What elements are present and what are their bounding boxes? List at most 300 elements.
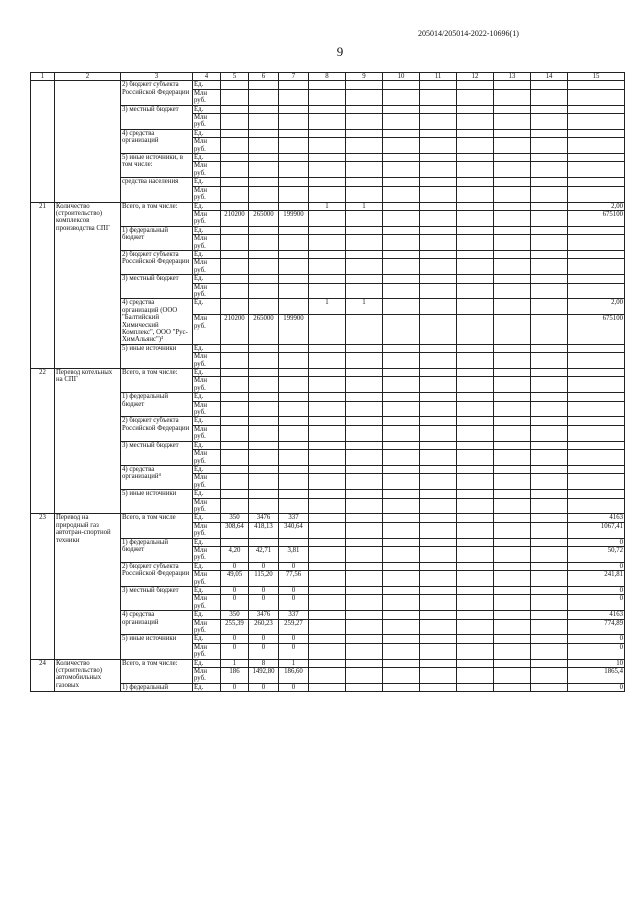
funding-source: 1) федеральный бюджет xyxy=(121,226,193,250)
value-cell xyxy=(346,683,383,691)
table-row xyxy=(31,299,625,315)
value-cell xyxy=(383,250,420,258)
table-row xyxy=(31,178,625,186)
unit-cell: Ед. xyxy=(193,178,221,186)
value-cell xyxy=(309,611,346,619)
table-row xyxy=(31,275,625,283)
value-cell xyxy=(346,344,383,352)
value-cell xyxy=(457,138,494,154)
table-row xyxy=(31,562,625,570)
value-cell xyxy=(568,138,625,154)
column-header: 10 xyxy=(383,73,420,81)
value-cell xyxy=(309,498,346,514)
indicator-name: Перевод на природный газ автотран-спортной техники xyxy=(55,514,121,659)
value-cell xyxy=(494,450,531,466)
header-row xyxy=(31,73,625,81)
value-cell: 0 xyxy=(249,587,279,595)
unit-cell: Ед. xyxy=(193,250,221,258)
value-cell xyxy=(309,129,346,137)
value-cell xyxy=(309,393,346,401)
value-cell xyxy=(309,595,346,611)
value-cell xyxy=(221,81,249,89)
value-cell xyxy=(309,275,346,283)
value-cell xyxy=(457,450,494,466)
value-cell xyxy=(457,611,494,619)
value-cell: 0 xyxy=(221,683,249,691)
value-cell xyxy=(420,465,457,473)
value-cell xyxy=(309,659,346,667)
column-header: 5 xyxy=(221,73,249,81)
value-cell xyxy=(457,81,494,89)
value-cell xyxy=(420,186,457,202)
value-cell xyxy=(309,259,346,275)
value-cell xyxy=(494,344,531,352)
value-cell: 210200 xyxy=(221,315,249,345)
value-cell xyxy=(221,154,249,162)
value-cell xyxy=(420,154,457,162)
value-cell xyxy=(420,283,457,299)
value-cell xyxy=(279,114,309,130)
value-cell xyxy=(420,514,457,522)
value-cell xyxy=(420,393,457,401)
value-cell xyxy=(531,138,568,154)
column-header: 14 xyxy=(531,73,568,81)
value-cell xyxy=(309,235,346,251)
value-cell: 1865,4 xyxy=(568,668,625,684)
value-cell xyxy=(221,538,249,546)
value-cell xyxy=(531,283,568,299)
value-cell xyxy=(494,81,531,89)
value-cell xyxy=(531,643,568,659)
value-cell xyxy=(494,587,531,595)
value-cell xyxy=(249,235,279,251)
value-cell xyxy=(221,474,249,490)
value-cell xyxy=(346,129,383,137)
funding-source: 2) бюджет субъекта Российской Федерации xyxy=(121,417,193,441)
value-cell xyxy=(494,235,531,251)
value-cell xyxy=(383,393,420,401)
unit-cell: Млн руб. xyxy=(193,259,221,275)
value-cell xyxy=(383,643,420,659)
value-cell xyxy=(420,659,457,667)
indicator-name: Количество (строительство) комплексов производства СПГ xyxy=(55,202,121,369)
value-cell xyxy=(249,490,279,498)
value-cell xyxy=(383,490,420,498)
value-cell xyxy=(420,178,457,186)
table-row xyxy=(31,250,625,258)
value-cell xyxy=(249,498,279,514)
value-cell xyxy=(531,299,568,315)
value-cell: 1 xyxy=(221,659,249,667)
value-cell: 1 xyxy=(309,299,346,315)
value-cell xyxy=(531,401,568,417)
value-cell xyxy=(457,643,494,659)
value-cell xyxy=(346,226,383,234)
value-cell xyxy=(531,154,568,162)
value-cell xyxy=(346,490,383,498)
value-cell: 210200 xyxy=(221,210,249,226)
unit-cell: Млн руб. xyxy=(193,474,221,490)
unit-cell: Ед. xyxy=(193,490,221,498)
value-cell xyxy=(420,369,457,377)
value-cell xyxy=(279,474,309,490)
value-cell xyxy=(383,514,420,522)
value-cell xyxy=(309,162,346,178)
column-header: 12 xyxy=(457,73,494,81)
unit-cell: Млн руб. xyxy=(193,162,221,178)
value-cell xyxy=(309,562,346,570)
value-cell xyxy=(309,522,346,538)
value-cell: 774,89 xyxy=(568,619,625,635)
value-cell xyxy=(531,202,568,210)
value-cell xyxy=(249,417,279,425)
value-cell xyxy=(420,417,457,425)
value-cell xyxy=(420,683,457,691)
value-cell xyxy=(279,178,309,186)
value-cell xyxy=(249,344,279,352)
unit-cell: Ед. xyxy=(193,369,221,377)
value-cell xyxy=(568,81,625,89)
unit-cell: Млн руб. xyxy=(193,522,221,538)
unit-cell: Ед. xyxy=(193,275,221,283)
value-cell xyxy=(279,353,309,369)
value-cell: 0 xyxy=(221,587,249,595)
value-cell xyxy=(279,89,309,105)
value-cell xyxy=(457,490,494,498)
value-cell xyxy=(279,226,309,234)
value-cell xyxy=(420,89,457,105)
value-cell xyxy=(309,186,346,202)
value-cell xyxy=(494,611,531,619)
value-cell: 0 xyxy=(279,683,309,691)
unit-cell: Ед. xyxy=(193,611,221,619)
value-cell xyxy=(531,105,568,113)
value-cell xyxy=(221,105,249,113)
value-cell xyxy=(279,441,309,449)
value-cell xyxy=(420,275,457,283)
value-cell xyxy=(221,186,249,202)
value-cell xyxy=(249,250,279,258)
value-cell xyxy=(309,450,346,466)
value-cell xyxy=(346,162,383,178)
value-cell xyxy=(568,89,625,105)
value-cell xyxy=(249,353,279,369)
value-cell xyxy=(420,138,457,154)
value-cell xyxy=(249,450,279,466)
table-row xyxy=(31,417,625,425)
value-cell xyxy=(309,114,346,130)
value-cell: 4163 xyxy=(568,611,625,619)
value-cell xyxy=(531,275,568,283)
value-cell xyxy=(568,114,625,130)
program-table xyxy=(30,72,625,692)
value-cell: 0 xyxy=(279,595,309,611)
value-cell xyxy=(383,369,420,377)
value-cell xyxy=(420,619,457,635)
value-cell xyxy=(457,369,494,377)
value-cell xyxy=(457,283,494,299)
value-cell xyxy=(531,619,568,635)
value-cell: 0 xyxy=(279,635,309,643)
value-cell xyxy=(249,474,279,490)
value-cell xyxy=(531,441,568,449)
value-cell xyxy=(494,417,531,425)
value-cell xyxy=(346,377,383,393)
value-cell xyxy=(309,668,346,684)
value-cell xyxy=(221,89,249,105)
funding-source: 5) иные источники xyxy=(121,490,193,514)
column-header: 11 xyxy=(420,73,457,81)
value-cell xyxy=(309,250,346,258)
value-cell xyxy=(494,377,531,393)
value-cell xyxy=(309,643,346,659)
value-cell xyxy=(457,425,494,441)
value-cell: 0 xyxy=(568,643,625,659)
unit-cell: Ед. xyxy=(193,344,221,352)
value-cell: 199900 xyxy=(279,210,309,226)
unit-cell: Млн руб. xyxy=(193,401,221,417)
value-cell xyxy=(249,377,279,393)
funding-source: Всего, в том числе: xyxy=(121,369,193,393)
value-cell: 337 xyxy=(279,611,309,619)
value-cell xyxy=(279,138,309,154)
value-cell xyxy=(221,129,249,137)
value-cell xyxy=(420,114,457,130)
value-cell: 675100 xyxy=(568,210,625,226)
value-cell xyxy=(531,226,568,234)
value-cell xyxy=(420,344,457,352)
value-cell xyxy=(346,587,383,595)
unit-cell: Млн руб. xyxy=(193,283,221,299)
unit-cell: Ед. xyxy=(193,683,221,691)
value-cell xyxy=(420,571,457,587)
value-cell: 265000 xyxy=(249,315,279,345)
value-cell xyxy=(346,441,383,449)
value-cell: 260,23 xyxy=(249,619,279,635)
value-cell xyxy=(420,377,457,393)
unit-cell: Ед. xyxy=(193,393,221,401)
unit-cell: Млн руб. xyxy=(193,450,221,466)
funding-source: 4) средства организаций⁴ xyxy=(121,465,193,489)
value-cell xyxy=(494,393,531,401)
value-cell xyxy=(568,465,625,473)
value-cell xyxy=(494,226,531,234)
value-cell xyxy=(420,235,457,251)
value-cell xyxy=(383,619,420,635)
value-cell: 241,81 xyxy=(568,571,625,587)
value-cell xyxy=(420,353,457,369)
value-cell xyxy=(346,105,383,113)
value-cell xyxy=(568,259,625,275)
funding-source: 4) средства организаций xyxy=(121,611,193,635)
funding-source: 4) средства организаций (ООО "Балтийский Химический Комплекс", ООО "Рус-ХимАльянс")³ xyxy=(121,299,193,344)
value-cell xyxy=(420,450,457,466)
value-cell xyxy=(568,369,625,377)
value-cell xyxy=(279,81,309,89)
value-cell xyxy=(309,425,346,441)
value-cell xyxy=(494,154,531,162)
value-cell xyxy=(457,562,494,570)
value-cell xyxy=(420,474,457,490)
value-cell xyxy=(531,595,568,611)
value-cell: 0 xyxy=(249,643,279,659)
column-header: 6 xyxy=(249,73,279,81)
value-cell xyxy=(249,401,279,417)
value-cell xyxy=(457,683,494,691)
value-cell xyxy=(383,465,420,473)
value-cell xyxy=(221,417,249,425)
value-cell xyxy=(383,186,420,202)
value-cell: 199900 xyxy=(279,315,309,345)
value-cell xyxy=(383,668,420,684)
column-header: 8 xyxy=(309,73,346,81)
value-cell xyxy=(279,235,309,251)
value-cell xyxy=(383,450,420,466)
funding-source: 5) иные источники, в том числе: xyxy=(121,154,193,178)
document-id: 205014/205014-2022-10696(1) xyxy=(418,29,519,38)
value-cell: 0 xyxy=(249,635,279,643)
value-cell xyxy=(457,129,494,137)
value-cell xyxy=(457,635,494,643)
value-cell: 0 xyxy=(279,562,309,570)
value-cell xyxy=(531,393,568,401)
row-number: 22 xyxy=(31,369,55,514)
value-cell xyxy=(383,474,420,490)
value-cell xyxy=(457,377,494,393)
value-cell xyxy=(346,154,383,162)
value-cell xyxy=(279,498,309,514)
unit-cell: Млн руб. xyxy=(193,89,221,105)
value-cell xyxy=(279,377,309,393)
value-cell xyxy=(420,498,457,514)
unit-cell: Млн руб. xyxy=(193,595,221,611)
value-cell xyxy=(249,393,279,401)
value-cell xyxy=(249,259,279,275)
value-cell xyxy=(568,401,625,417)
value-cell xyxy=(221,178,249,186)
value-cell xyxy=(420,490,457,498)
value-cell xyxy=(457,522,494,538)
unit-cell: Ед. xyxy=(193,81,221,89)
value-cell xyxy=(221,250,249,258)
value-cell xyxy=(346,465,383,473)
value-cell xyxy=(279,344,309,352)
funding-source: 2) бюджет субъекта Российской Федерации xyxy=(121,250,193,274)
value-cell xyxy=(457,226,494,234)
table-row xyxy=(31,344,625,352)
value-cell xyxy=(249,425,279,441)
indicator-name: Перевод котельных на СПГ xyxy=(55,369,121,514)
value-cell: 418,13 xyxy=(249,522,279,538)
value-cell xyxy=(494,635,531,643)
value-cell xyxy=(420,546,457,562)
value-cell xyxy=(494,299,531,315)
value-cell xyxy=(346,417,383,425)
value-cell xyxy=(279,250,309,258)
value-cell xyxy=(309,441,346,449)
table-row xyxy=(31,490,625,498)
value-cell xyxy=(221,425,249,441)
value-cell xyxy=(249,186,279,202)
value-cell xyxy=(249,226,279,234)
value-cell xyxy=(531,450,568,466)
value-cell xyxy=(346,659,383,667)
value-cell xyxy=(249,283,279,299)
value-cell xyxy=(420,401,457,417)
value-cell xyxy=(531,474,568,490)
funding-source: 1) федеральный бюджет xyxy=(121,393,193,417)
value-cell: 3476 xyxy=(249,611,279,619)
unit-cell: Млн руб. xyxy=(193,138,221,154)
value-cell xyxy=(346,425,383,441)
value-cell xyxy=(279,490,309,498)
value-cell xyxy=(420,635,457,643)
value-cell: 0 xyxy=(568,538,625,546)
unit-cell: Ед. xyxy=(193,587,221,595)
value-cell xyxy=(457,344,494,352)
value-cell xyxy=(309,283,346,299)
value-cell xyxy=(383,595,420,611)
value-cell xyxy=(494,259,531,275)
funding-source: Всего, в том числе: xyxy=(121,659,193,683)
value-cell xyxy=(309,154,346,162)
value-cell xyxy=(457,114,494,130)
value-cell xyxy=(457,154,494,162)
value-cell xyxy=(279,283,309,299)
value-cell xyxy=(221,490,249,498)
value-cell xyxy=(249,162,279,178)
value-cell xyxy=(420,538,457,546)
unit-cell: Ед. xyxy=(193,129,221,137)
value-cell xyxy=(279,450,309,466)
value-cell xyxy=(420,562,457,570)
value-cell xyxy=(346,668,383,684)
unit-cell: Ед. xyxy=(193,562,221,570)
value-cell xyxy=(346,401,383,417)
value-cell: 77,56 xyxy=(279,571,309,587)
unit-cell: Млн руб. xyxy=(193,315,221,345)
value-cell xyxy=(457,595,494,611)
value-cell xyxy=(420,595,457,611)
unit-cell: Ед. xyxy=(193,105,221,113)
unit-cell: Млн руб. xyxy=(193,643,221,659)
value-cell xyxy=(420,81,457,89)
funding-source: 3) местный бюджет xyxy=(121,275,193,299)
table-row xyxy=(31,635,625,643)
column-header: 13 xyxy=(494,73,531,81)
value-cell xyxy=(494,129,531,137)
value-cell xyxy=(494,546,531,562)
value-cell xyxy=(221,498,249,514)
value-cell xyxy=(279,105,309,113)
table-row xyxy=(31,105,625,113)
value-cell xyxy=(494,425,531,441)
value-cell xyxy=(221,114,249,130)
value-cell xyxy=(383,299,420,315)
value-cell xyxy=(346,259,383,275)
value-cell xyxy=(531,490,568,498)
value-cell xyxy=(494,283,531,299)
value-cell xyxy=(457,105,494,113)
table-row xyxy=(31,129,625,137)
value-cell xyxy=(383,129,420,137)
value-cell xyxy=(568,186,625,202)
funding-source: 1) федеральный xyxy=(121,683,193,691)
value-cell xyxy=(346,635,383,643)
value-cell xyxy=(309,178,346,186)
value-cell xyxy=(531,425,568,441)
value-cell xyxy=(383,417,420,425)
